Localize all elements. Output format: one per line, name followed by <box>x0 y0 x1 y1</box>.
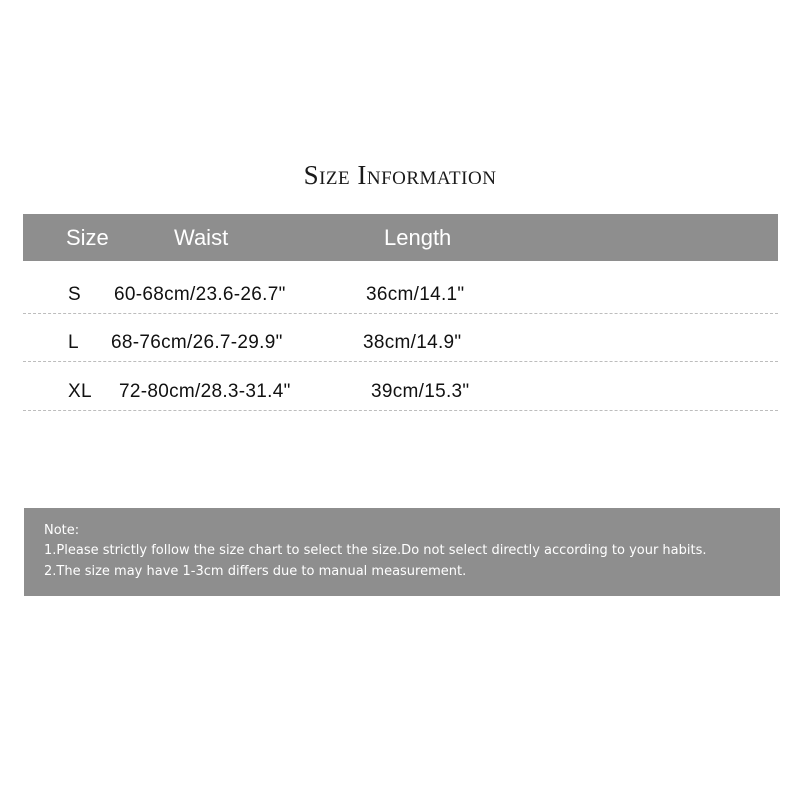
cell-length: 38cm/14.9" <box>363 332 462 353</box>
header-length: Length <box>384 225 452 250</box>
table-row <box>23 276 778 316</box>
note-line-2: 2.The size may have 1-3cm differs due to manual measurement. <box>44 564 467 579</box>
table-row <box>23 324 778 364</box>
row-divider <box>23 313 778 314</box>
header-waist: Waist <box>174 225 229 250</box>
cell-size: L <box>68 332 79 353</box>
cell-size: XL <box>68 381 92 402</box>
note-box <box>24 508 780 596</box>
cell-length: 39cm/15.3" <box>371 381 470 402</box>
cell-length: 36cm/14.1" <box>366 284 465 305</box>
note-line-1: 1.Please strictly follow the size chart to select the size.Do not select directly according to your habits. <box>44 543 707 558</box>
row-divider <box>23 361 778 362</box>
row-divider <box>23 410 778 411</box>
cell-waist: 60-68cm/23.6-26.7" <box>114 284 286 305</box>
cell-waist: 72-80cm/28.3-31.4" <box>119 381 291 402</box>
cell-waist: 68-76cm/26.7-29.9" <box>111 332 283 353</box>
size-table-header <box>23 214 778 261</box>
cell-size: S <box>68 284 81 305</box>
note-heading: Note: <box>44 523 80 538</box>
header-size: Size <box>66 225 109 250</box>
table-row <box>23 373 778 413</box>
page-title: Size Information <box>303 160 497 190</box>
